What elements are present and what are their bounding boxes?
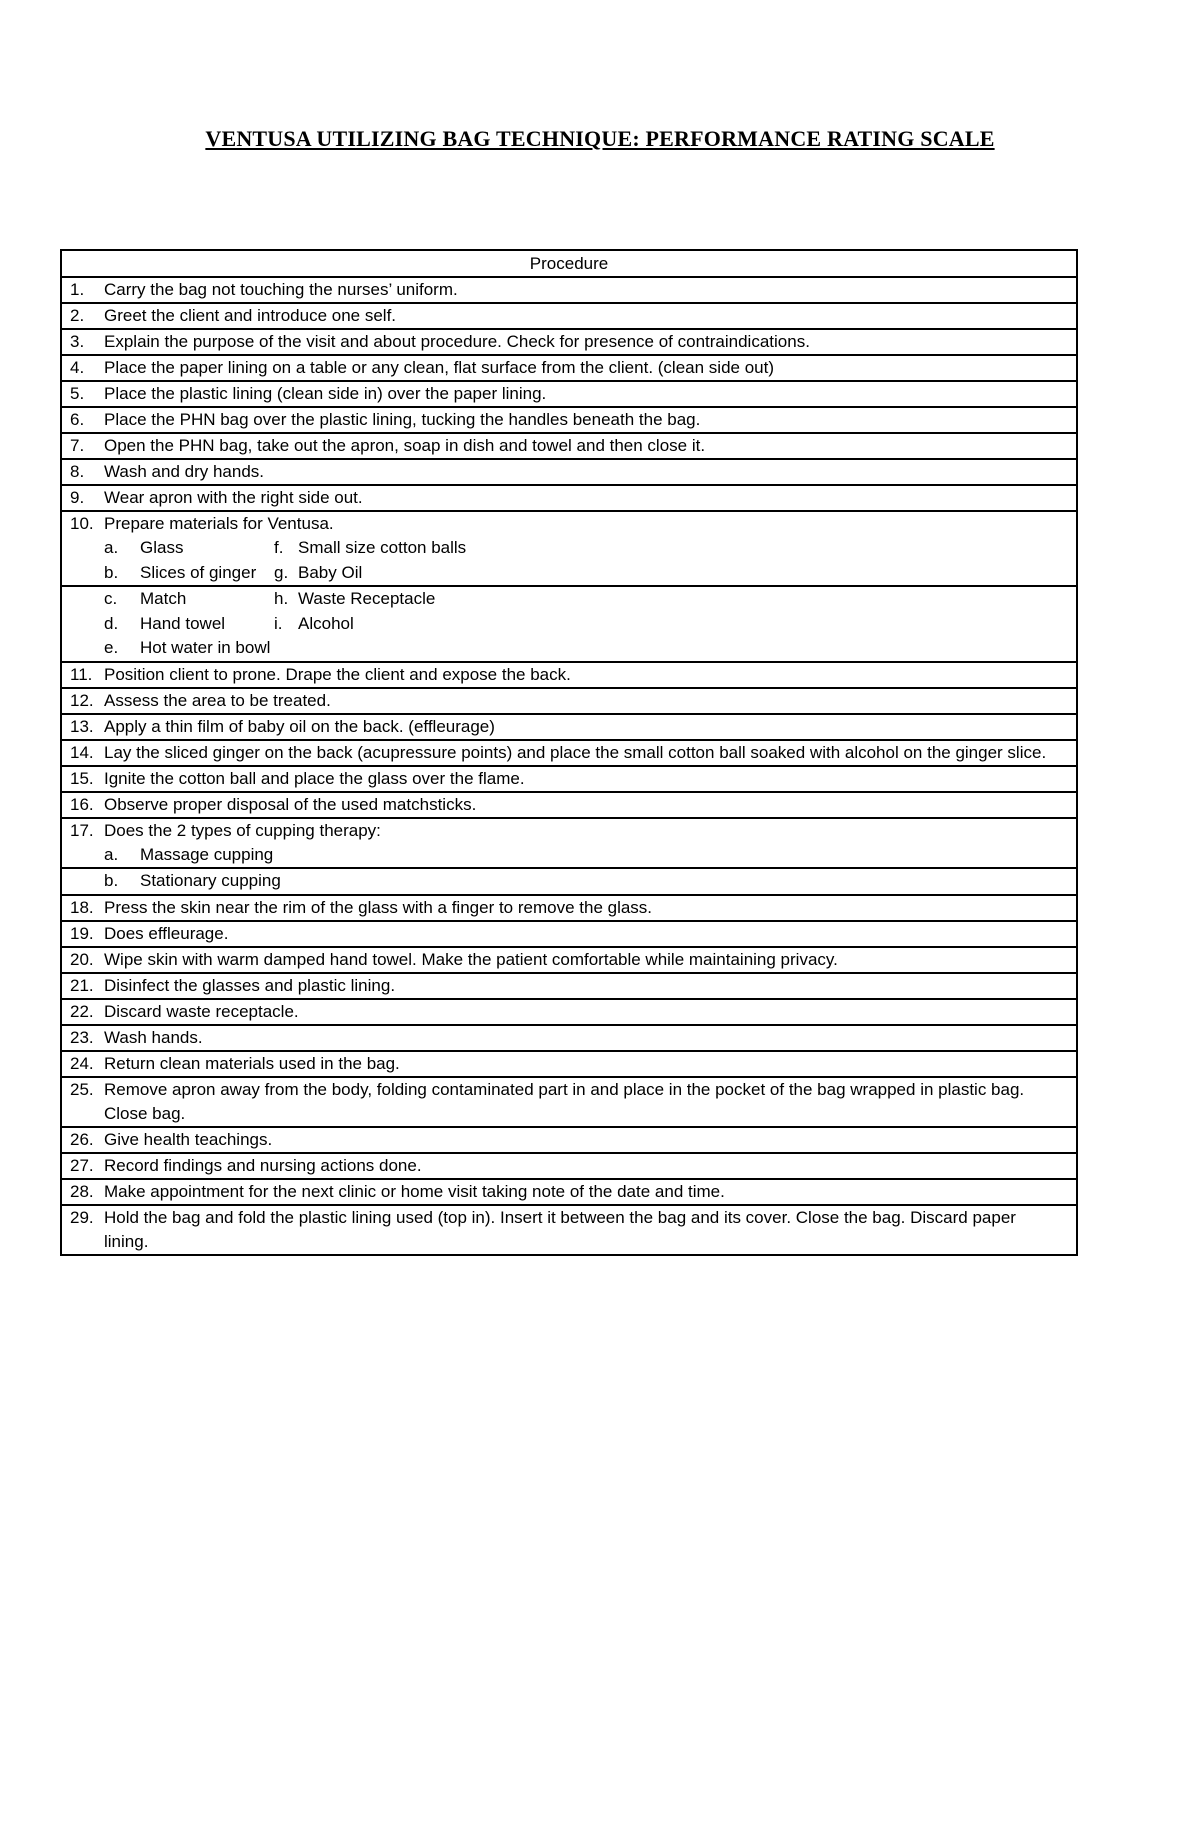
- step-text: Prepare materials for Ventusa.: [104, 514, 334, 533]
- step-number: 28.: [70, 1181, 94, 1201]
- step-text: Hold the bag and fold the plastic lining used (top in). Insert it between the bag and its cover. Close the bag. Discard paper lining.: [104, 1207, 1016, 1251]
- step-number: 27.: [70, 1155, 94, 1175]
- step-text: Return clean materials used in the bag.: [104, 1053, 400, 1073]
- material-letter: c.: [104, 589, 118, 608]
- table-row: [61, 329, 1077, 355]
- material-item: Slices of ginger: [140, 562, 257, 582]
- step-number: 23.: [70, 1027, 94, 1047]
- procedure-table: [60, 249, 1078, 1256]
- table-row: [61, 1205, 1077, 1255]
- cupping-text: Stationary cupping: [140, 871, 281, 890]
- step-text: Place the paper lining on a table or any clean, flat surface from the client. (clean side out): [104, 358, 774, 377]
- step-number: 16.: [70, 794, 94, 814]
- table-row: [61, 740, 1077, 766]
- table-row: [61, 947, 1077, 973]
- table-row: [61, 381, 1077, 407]
- step-number: 18.: [70, 897, 94, 917]
- cupping-type: [62, 843, 1076, 868]
- step-number: 4.: [70, 358, 85, 377]
- step-text: Assess the area to be treated.: [104, 690, 331, 710]
- step-number: 29.: [70, 1207, 94, 1227]
- page-title: VENTUSA UTILIZING BAG TECHNIQUE: PERFORMANCE RATING SCALE: [205, 126, 995, 151]
- table-row: [61, 459, 1077, 485]
- step-text: Wash hands.: [104, 1027, 203, 1047]
- step-number: 15.: [70, 768, 94, 788]
- materials-line: [62, 536, 1076, 561]
- step-number: 22.: [70, 1001, 94, 1021]
- materials-line: [62, 612, 1076, 637]
- step-number: 8.: [70, 462, 85, 481]
- material-letter: a.: [104, 538, 119, 557]
- step-text: Make appointment for the next clinic or home visit taking note of the date and time.: [104, 1181, 725, 1201]
- table-header: Procedure: [61, 250, 1077, 277]
- table-row: [61, 485, 1077, 511]
- table-row: [61, 407, 1077, 433]
- material-item: Match: [140, 589, 187, 608]
- table-row: [61, 1051, 1077, 1077]
- step-number: 25.: [70, 1079, 94, 1099]
- cupping-text: Massage cupping: [140, 844, 274, 864]
- table-row: [61, 921, 1077, 947]
- table-row: [61, 999, 1077, 1025]
- step-text: Give health teachings.: [104, 1129, 273, 1149]
- step-text: Place the PHN bag over the plastic lining, tucking the handles beneath the bag.: [104, 410, 701, 429]
- material-letter: b.: [104, 562, 119, 582]
- table-row: [61, 511, 1077, 586]
- step-text: Explain the purpose of the visit and about procedure. Check for presence of contraindications.: [104, 332, 810, 351]
- cupping-type: [62, 869, 1076, 894]
- step-number: 21.: [70, 975, 94, 995]
- step-text: Does effleurage.: [104, 923, 229, 943]
- step-text: Record findings and nursing actions done.: [104, 1155, 422, 1175]
- step-text: Open the PHN bag, take out the apron, soap in dish and towel and then close it.: [104, 436, 706, 455]
- material-letter: d.: [104, 613, 119, 633]
- table-row: [61, 688, 1077, 714]
- step-text: Observe proper disposal of the used matchsticks.: [104, 794, 477, 814]
- table-row: [61, 973, 1077, 999]
- step-text: Remove apron away from the body, folding contaminated part in and place in the pocket of the bag wrapped in plastic bag. Close bag.: [104, 1079, 1025, 1123]
- material-letter: i.: [274, 613, 283, 633]
- materials-line: [62, 561, 1076, 586]
- material-item: Waste Receptacle: [298, 589, 436, 608]
- step-number: 5.: [70, 384, 85, 403]
- table-row: [61, 277, 1077, 303]
- step-number: 10.: [70, 514, 94, 533]
- step-text: Position client to prone. Drape the client and expose the back.: [104, 664, 571, 684]
- step-text: Lay the sliced ginger on the back (acupressure points) and place the small cotton ball soaked with alcohol on the ginger slice.: [104, 742, 1047, 762]
- material-letter: h.: [274, 589, 289, 608]
- material-letter: e.: [104, 638, 119, 657]
- step-number: 9.: [70, 488, 85, 507]
- materials-line: [62, 636, 1076, 661]
- material-item: Glass: [140, 538, 184, 557]
- step-text: Disinfect the glasses and plastic lining.: [104, 975, 396, 995]
- step-text: Discard waste receptacle.: [104, 1001, 299, 1021]
- step-number: 12.: [70, 690, 94, 710]
- table-row: [61, 868, 1077, 895]
- table-row: [61, 1025, 1077, 1051]
- step-number: 11.: [70, 664, 93, 684]
- material-item: Small size cotton balls: [298, 538, 467, 557]
- step-text: Ignite the cotton ball and place the glass over the flame.: [104, 768, 525, 788]
- step-text: Press the skin near the rim of the glass with a finger to remove the glass.: [104, 897, 653, 917]
- table-row: [61, 303, 1077, 329]
- step-text: Does the 2 types of cupping therapy:: [104, 820, 381, 840]
- step-number: 2.: [70, 306, 85, 325]
- material-item: Hot water in bowl: [140, 638, 271, 657]
- step-number: 17.: [70, 820, 94, 840]
- step-number: 3.: [70, 332, 85, 351]
- material-item: Hand towel: [140, 613, 226, 633]
- cupping-letter: a.: [104, 844, 119, 864]
- step-text: Apply a thin film of baby oil on the back. (effleurage): [104, 716, 495, 736]
- table-row: [61, 818, 1077, 869]
- material-letter: g.: [274, 562, 289, 582]
- step-text: Wear apron with the right side out.: [104, 488, 363, 507]
- table-row: [61, 1127, 1077, 1153]
- step-number: 7.: [70, 436, 85, 455]
- table-row: [61, 1077, 1077, 1127]
- step-number: 1.: [70, 280, 85, 299]
- table-row: [61, 662, 1077, 688]
- material-letter: f.: [274, 538, 284, 557]
- table-row: [61, 586, 1077, 662]
- step-text: Carry the bag not touching the nurses’ uniform.: [104, 280, 458, 299]
- step-number: 19.: [70, 923, 94, 943]
- cupping-letter: b.: [104, 871, 119, 890]
- table-row: [61, 1153, 1077, 1179]
- step-text: Wipe skin with warm damped hand towel. Make the patient comfortable while maintaining privacy.: [104, 949, 838, 969]
- material-item: Baby Oil: [298, 562, 363, 582]
- step-number: 26.: [70, 1129, 94, 1149]
- step-text: Wash and dry hands.: [104, 462, 265, 481]
- step-number: 24.: [70, 1053, 94, 1073]
- material-item: Alcohol: [298, 613, 354, 633]
- table-row: [61, 355, 1077, 381]
- step-number: 6.: [70, 410, 85, 429]
- table-row: [61, 714, 1077, 740]
- table-row: [61, 895, 1077, 921]
- materials-line: [62, 587, 1076, 612]
- table-row: [61, 1179, 1077, 1205]
- step-number: 20.: [70, 949, 94, 969]
- table-row: [61, 766, 1077, 792]
- table-row: [61, 433, 1077, 459]
- step-text: Greet the client and introduce one self.: [104, 306, 397, 325]
- step-number: 13.: [70, 716, 94, 736]
- step-text: Place the plastic lining (clean side in) over the paper lining.: [104, 384, 547, 403]
- step-number: 14.: [70, 742, 94, 762]
- table-row: [61, 792, 1077, 818]
